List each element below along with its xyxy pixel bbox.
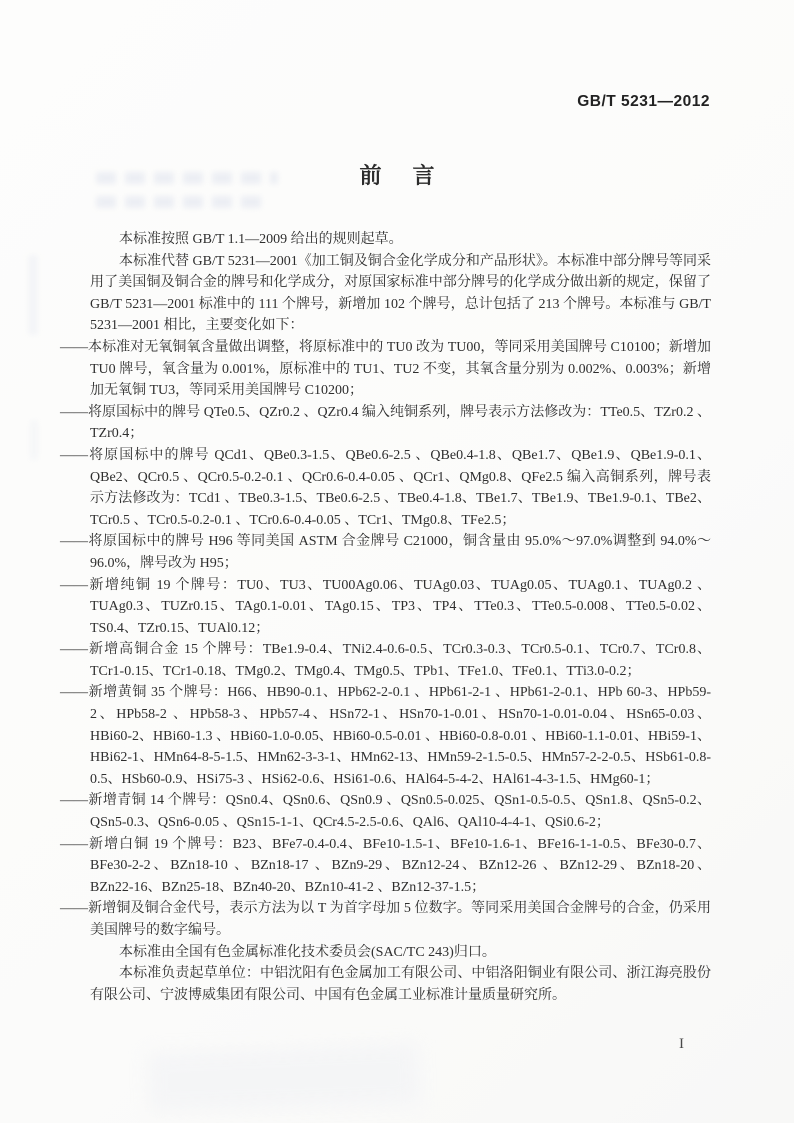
change-list-item: ——新增黄铜 35 个牌号：H66、HB90-0.1、HPb62-2-0.1 、HPb61-2-1 、HPb61-2-0.1、HPb 60-3、HPb59-2、HPb58-2 、HPb58-3、HPb57-4、HSn72-1、HSn70-1-0.01、HSn70-1-0.01-0.04、HSn65-0.03、HBi60-2、HBi60-1.3 、HBi60-1.0-0.05、HBi60-0.5-0.01 、HBi60-0.8-0.01 、HBi60-1.1-0.01、HBi59-1、HBi62-1、HMn64-8-5-1.5、HMn62-3-3-1、HMn62-13、HMn59-2-1.5-0.5、HMn57-2-2-0.5、HSb61-0.8-0.5、HSb60-0.9、HSi75-3 、HSi62-0.6、HSi61-0.6、HAl64-5-4-2、HAl61-4-3-1.5、HMg60-1； xyxy=(60,685,711,787)
foreword-title-char: 前 xyxy=(359,163,382,188)
change-list-item: ——新增纯铜 19 个牌号：TU0、TU3、TU00Ag0.06、TUAg0.03、TUAg0.05、TUAg0.1、TUAg0.2 、TUAg0.3、TUZr0.15、TAg0.1-0.01、TAg0.15、TP3、TP4、TTe0.3、TTe0.5-0.008、TTe0.5-0.02、TS0.4、TZr0.15、TUAl0.12； xyxy=(60,577,711,636)
foreword-paragraph: 本标准按照 GB/T 1.1—2009 给出的规则起草。 xyxy=(119,232,403,247)
change-list-item: ——新增白铜 19 个牌号：B23、BFe7-0.4-0.4、BFe10-1.5-1、BFe10-1.6-1、BFe16-1-1-0.5、BFe30-0.7、BFe30-2-2、BZn18-10 、BZn18-17 、BZn9-29、BZn12-24、BZn12-26 、BZn12-29、BZn18-20、BZn22-16、BZn25-18、BZn40-20、BZn10-41-2 、BZn12-37-1.5； xyxy=(60,836,711,895)
change-list-item: ——新增高铜合金 15 个牌号：TBe1.9-0.4、TNi2.4-0.6-0.5、TCr0.3-0.3、TCr0.5-0.1、TCr0.7、TCr0.8、TCr1-0.15、TCr1-0.18、TMg0.2、TMg0.4、TMg0.5、TPb1、TFe1.0、TFe0.1、TTi3.0-0.2； xyxy=(60,642,711,679)
change-list-item: ——本标准对无氧铜氧含量做出调整，将原标准中的 TU0 改为 TU00，等同采用美国牌号 C10100；新增加 TU0 牌号，氧含量为 0.001%，原标准中的 TU1、TU2 不变，其氧含量分别为 0.002%、0.003%；新增加无氧铜 TU3，等同采用美国牌号 C10200； xyxy=(60,339,711,399)
foreword-title xyxy=(0,159,794,190)
foreword-title-char: 言 xyxy=(412,163,435,188)
foreword-paragraph: 本标准负责起草单位：中铝沈阳有色金属加工有限公司、中铝洛阳铜业有限公司、浙江海亮股份有限公司、宁波博威集团有限公司、中国有色金属工业标准计量质量研究所。 xyxy=(90,966,711,1003)
change-list-item: ——将原国标中的牌号 H96 等同美国 ASTM 合金牌号 C21000，铜含量由 95.0%～97.0%调整到 94.0%～96.0%，牌号改为 H95； xyxy=(60,534,711,571)
bleed-through-artifact xyxy=(96,196,264,208)
foreword-paragraph: 本标准由全国有色金属标准化技术委员会(SAC/TC 243)归口。 xyxy=(119,944,496,960)
change-list-item: ——将原国标中的牌号 QTe0.5、QZr0.2 、QZr0.4 编入纯铜系列，牌号表示方法修改为：TTe0.5、TZr0.2 、TZr0.4； xyxy=(60,404,711,442)
bleed-through-artifact xyxy=(30,420,38,460)
bleed-through-artifact xyxy=(28,255,38,335)
foreword-paragraph: 本标准代替 GB/T 5231—2001《加工铜及铜合金化学成分和产品形状》。本标准中部分牌号等同采用了美国铜及铜合金的牌号和化学成分，对原国家标准中部分牌号的化学成分做出新的规定，保留了 GB/T 5231—2001 标准中的 111 个牌号，新增加 102 个牌号，总计包括了 213 个牌号。本标准与 GB/T 5231—2001 相比，主要变化如下： xyxy=(90,253,711,334)
page-number: I xyxy=(679,1036,684,1052)
change-list-item: ——将原国标中的牌号 QCd1、QBe0.3-1.5、QBe0.6-2.5 、QBe0.4-1.8、QBe1.7、QBe1.9、QBe1.9-0.1、QBe2、QCr0.5 、QCr0.5-0.2-0.1 、QCr0.6-0.4-0.05 、QCr1、QMg0.8、QFe2.5 编入高铜系列，牌号表示方法修改为：TCd1 、TBe0.3-1.5、TBe0.6-2.5 、TBe0.4-1.8、TBe1.7、TBe1.9、TBe1.9-0.1、TBe2、TCr0.5 、TCr0.5-0.2-0.1 、TCr0.6-0.4-0.05 、TCr1、TMg0.8、TFe2.5； xyxy=(60,447,711,528)
foreword-body xyxy=(60,229,711,1006)
standard-number-header: GB/T 5231—2012 xyxy=(577,93,710,110)
change-list-item: ——新增铜及铜合金代号，表示方法为以 T 为首字母加 5 位数字。等同采用美国合金牌号的合金，仍采用美国牌号的数字编号。 xyxy=(60,901,711,938)
change-list-item: ——新增青铜 14 个牌号：QSn0.4、QSn0.6、QSn0.9 、QSn0.5-0.025、QSn1-0.5-0.5、QSn1.8、QSn5-0.2、QSn5-0.3、QSn6-0.05 、QSn15-1-1、QCr4.5-2.5-0.6、QAl6、QAl10-4-4-1、QSi0.6-2； xyxy=(60,793,711,831)
scan-smudge-artifact xyxy=(147,1043,419,1112)
